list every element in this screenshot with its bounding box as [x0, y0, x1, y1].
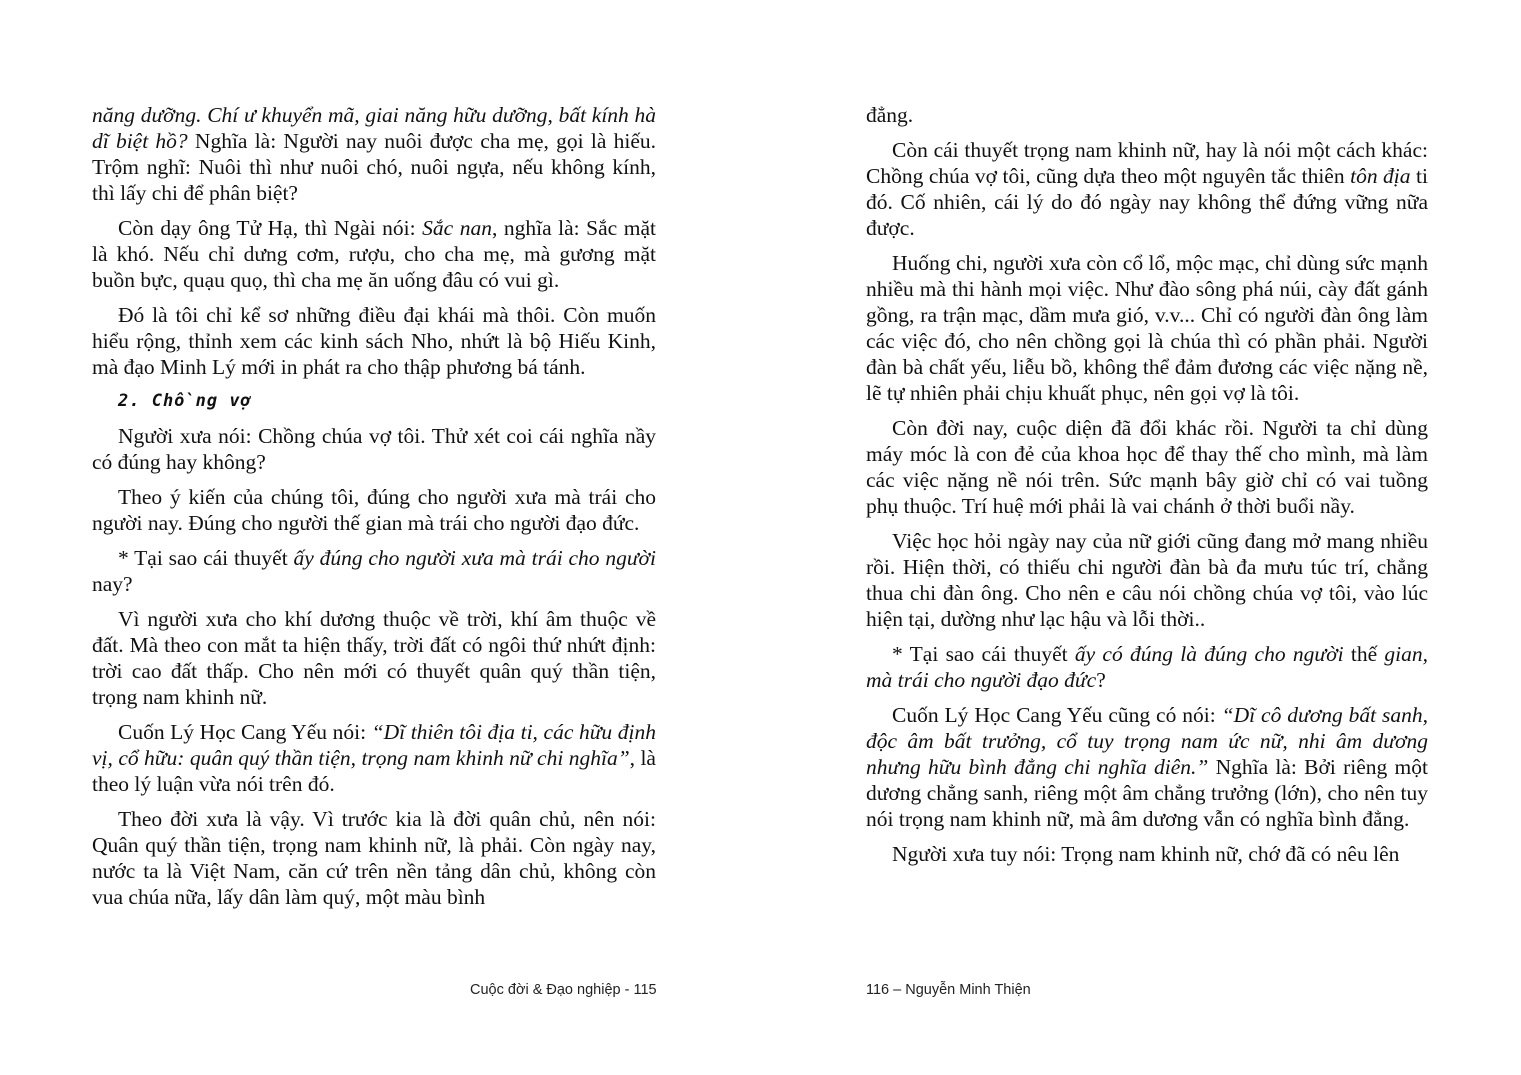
- paragraph-text: Còn cái thuyết trọng nam khinh nữ, hay là nói một cách khác: Chồng chúa vợ tôi, cũng dựa theo một nguyên tắc thiên: [866, 138, 1428, 188]
- paragraph: [866, 702, 1428, 832]
- paragraph-text: * Tại sao cái thuyết: [892, 642, 1075, 666]
- page-footer-right: 116 – Nguyễn Minh Thiện: [866, 982, 1031, 998]
- paragraph-text: , nghĩa là: Sắc mặt là khó. Nếu chỉ dưng cơm, rượu, cho cha mẹ, mà gương mặt buồn bực, quạu quọ, thì cha mẹ ăn uống đâu có vui gì.: [92, 216, 656, 292]
- quote-text: “Dĩ thiên tôi địa ti, các hữu định vị, cổ hữu: quân quý thần tiện, trọng nam khinh nữ chi nghĩa”: [92, 720, 656, 770]
- paragraph-text: ti đó. Cố nhiên, cái lý do đó ngày nay không thể đứng vững nữa được.: [866, 164, 1428, 240]
- page-footer-left: Cuộc đời & Đạo nghiệp - 115: [470, 982, 657, 998]
- paragraph-text: nay?: [92, 572, 133, 596]
- quote-text: ấy có đúng là đúng cho người: [1074, 642, 1344, 666]
- paragraph: Theo đời xưa là vậy. Vì trước kia là đời quân chủ, nên nói: Quân quý thần tiện, trọng nam khinh nữ, là phải. Còn ngày nay, nước ta là Việt Nam, căn cứ trên nền tảng dân chủ, không còn vua chúa nữa, lấy dân làm quý, một màu bình: [92, 807, 656, 909]
- paragraph-text: thế: [1343, 642, 1385, 666]
- paragraph: Vì người xưa cho khí dương thuộc về trời, khí âm thuộc về đất. Mà theo con mắt ta hiện thấy, trời đất có ngôi thứ nhứt định: trời cao đất thấp. Cho nên mới có thuyết quân quý thần tiện, trọng nam khinh nữ.: [92, 607, 656, 709]
- paragraph: [866, 641, 1428, 693]
- paragraph-text: Nghĩa là: Người nay nuôi được cha mẹ, gọi là hiếu. Trộm nghĩ: Nuôi thì như nuôi chó, nuôi ngựa, nếu không kính, thì lấy chi để phân biệt?: [92, 129, 656, 205]
- paragraph: Còn đời nay, cuộc diện đã đổi khác rồi. Người ta chỉ dùng máy móc là con đẻ của khoa học để thay thế cho mình, mà làm các việc nặng nề nói trên. Sức mạnh bây giờ chỉ có vai tuồng phụ thuộc. Trí huệ mới phải là vai chánh ở thời buổi nầy.: [866, 416, 1428, 518]
- paragraph: Người xưa nói: Chồng chúa vợ tôi. Thử xét coi cái nghĩa nầy có đúng hay không?: [92, 424, 656, 474]
- paragraph: đẳng.: [866, 103, 914, 127]
- paragraph-text: Cuốn Lý Học Cang Yếu cũng có nói:: [892, 703, 1222, 727]
- quote-text: tôn địa: [1350, 164, 1411, 188]
- paragraph: Đó là tôi chỉ kể sơ những điều đại khái mà thôi. Còn muốn hiểu rộng, thỉnh xem các kinh sách Nho, nhứt là bộ Hiếu Kinh, mà đạo Minh Lý mới in phát ra cho thập phương bá tánh.: [92, 303, 656, 379]
- paragraph: [92, 102, 656, 206]
- paragraph: [92, 719, 656, 797]
- right-page-body: [866, 102, 1428, 876]
- quote-text: ấy đúng cho người xưa mà trái cho người: [293, 546, 656, 570]
- paragraph: Người xưa tuy nói: Trọng nam khinh nữ, chớ đã có nêu lên: [892, 842, 1400, 866]
- section-heading: 2. Chồng vợ: [118, 391, 252, 411]
- paragraph-text: ?: [1096, 668, 1106, 692]
- paragraph: Việc học hỏi ngày nay của nữ giới cũng đang mở mang nhiều rồi. Hiện thời, có thiếu chi người đàn bà đa mưu túc trí, chẳng thua chi đàn ông. Cho nên e câu nói chồng chúa vợ tôi, vào lúc hiện tại, dường như lạc hậu và lỗi thời..: [866, 529, 1428, 631]
- quote-text: “Dĩ cô dương bất sanh, độc âm bất trưởng, cổ tuy trọng nam ức nữ, nhi âm dương nhưng hữu bình đẳng chi nghĩa diên.”: [866, 703, 1429, 779]
- paragraph-text: , là theo lý luận vừa nói trên đó.: [92, 746, 656, 796]
- paragraph-text: Nghĩa là: Bởi riêng một dương chẳng sanh, riêng một âm chẳng trưởng (lớn), cho nên tuy nói trọng nam khinh nữ, mà âm dương vẫn có nghĩa bình đẳng.: [866, 755, 1428, 831]
- paragraph-text: * Tại sao cái thuyết: [118, 546, 294, 570]
- paragraph-text: Cuốn Lý Học Cang Yếu nói:: [118, 720, 372, 744]
- paragraph: [92, 215, 656, 293]
- quote-text: gian, mà trái cho người đạo đức: [866, 642, 1428, 692]
- paragraph: [866, 137, 1428, 241]
- paragraph-text: Còn dạy ông Tử Hạ, thì Ngài nói:: [118, 216, 423, 240]
- paragraph: Huống chi, người xưa còn cổ lổ, mộc mạc, chỉ dùng sức mạnh nhiều mà thi hành mọi việc. Như đào sông phá núi, cày đất gánh gồng, ra trận mạc, dầm mưa gió, v.v... Chỉ có người đàn ông làm các việc đó, cho nên chồng gọi là chúa thì có phần phải. Người đàn bà chất yếu, liễu bồ, không thể đảm đương các việc nặng nề, lẽ tự nhiên phải chịu khuất phục, nên gọi vợ là tôi.: [866, 251, 1428, 405]
- paragraph: Theo ý kiến của chúng tôi, đúng cho người xưa mà trái cho người nay. Đúng cho người thế gian mà trái cho người đạo đức.: [92, 485, 656, 535]
- quote-text: Sắc nan: [422, 216, 492, 240]
- quote-text: năng dưỡng. Chí ư khuyển mã, giai năng hữu dưỡng, bất kính hà dĩ biệt hồ?: [92, 103, 656, 153]
- paragraph: [92, 545, 656, 597]
- left-page-body: [92, 102, 656, 919]
